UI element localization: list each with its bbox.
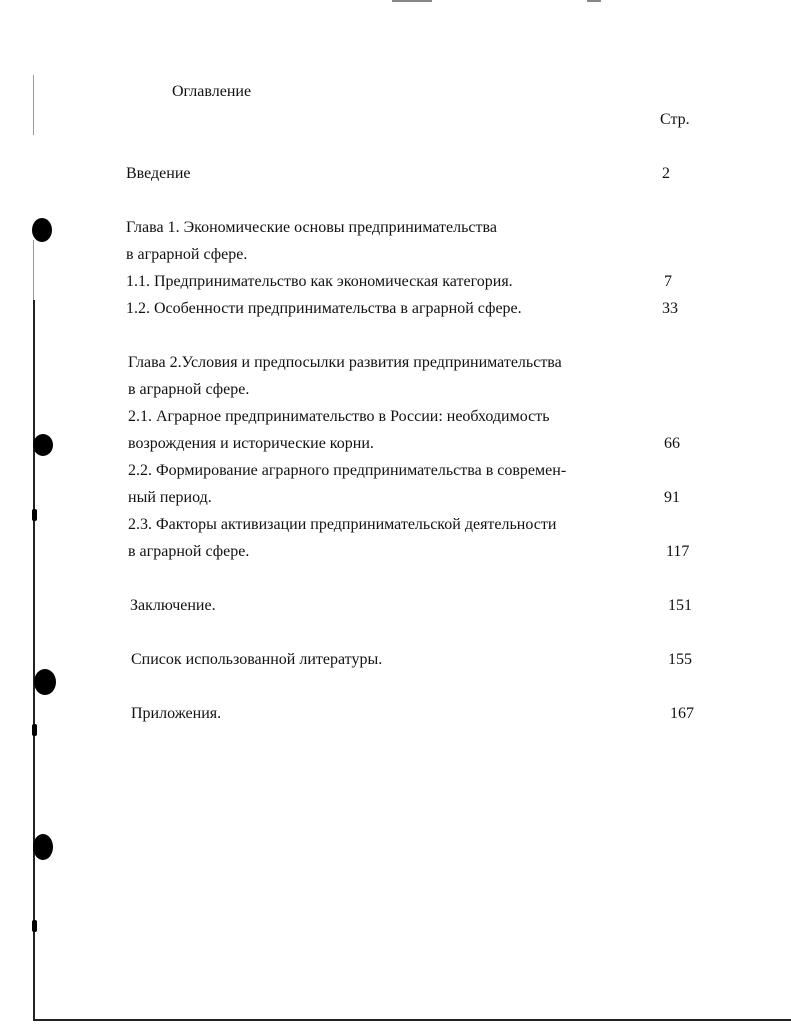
toc-entry-text: Заключение. <box>130 597 216 614</box>
scan-edge-line <box>33 75 34 135</box>
toc-entry-text: в аграрной сфере. <box>128 381 250 398</box>
toc-entry-text: 1.1. Предпринимательство как экономическая категория. <box>126 273 513 290</box>
toc-entry-text: Глава 1. Экономические основы предпринимательства <box>126 219 497 236</box>
toc-entry-page: 117 <box>666 543 690 560</box>
punch-hole <box>33 834 53 860</box>
toc-entry-page: 66 <box>664 435 680 452</box>
scan-bottom-line <box>33 1019 791 1021</box>
punch-hole <box>32 218 52 242</box>
scan-mark <box>32 920 37 932</box>
punch-hole <box>34 669 56 695</box>
scan-mark <box>587 0 601 2</box>
toc-entry-text: 2.1. Аграрное предпринимательство в России: необходимость <box>128 408 550 425</box>
scan-mark <box>32 724 37 736</box>
toc-entry-text: 2.3. Факторы активизации предпринимательской деятельности <box>128 516 557 533</box>
toc-entry-text: возрождения и исторические корни. <box>128 435 374 452</box>
scan-mark <box>392 0 432 2</box>
toc-entry-text: 2.2. Формирование аграрного предпринимательства в современ- <box>128 462 567 479</box>
scan-mark <box>32 509 37 521</box>
punch-hole <box>33 434 53 456</box>
toc-entry-text: Приложения. <box>131 705 222 722</box>
toc-entry-text: Введение <box>126 165 191 182</box>
toc-entry-text: 1.2. Особенности предпринимательства в аграрной сфере. <box>126 300 522 317</box>
toc-entry-text: в аграрной сфере. <box>128 543 250 560</box>
toc-entry-page: 7 <box>664 273 672 290</box>
toc-entry-page: 33 <box>662 300 678 317</box>
toc-entry-text: в аграрной сфере. <box>126 246 248 263</box>
toc-entry-page: 167 <box>670 705 694 722</box>
toc-entry-page: 151 <box>668 597 692 614</box>
toc-title: Оглавление <box>172 83 252 100</box>
toc-entry-page: 155 <box>668 651 692 668</box>
scan-edge-line <box>33 300 35 1020</box>
toc-entry-text: ный период. <box>128 489 212 506</box>
toc-entry-page: 91 <box>664 489 680 506</box>
toc-entry-text: Список использованной литературы. <box>131 651 383 668</box>
toc-entry-page: 2 <box>662 165 670 182</box>
page-column-header: Стр. <box>660 111 690 128</box>
scan-edge-line <box>33 240 34 300</box>
toc-entry-text: Глава 2.Условия и предпосылки развития предпринимательства <box>128 354 562 371</box>
